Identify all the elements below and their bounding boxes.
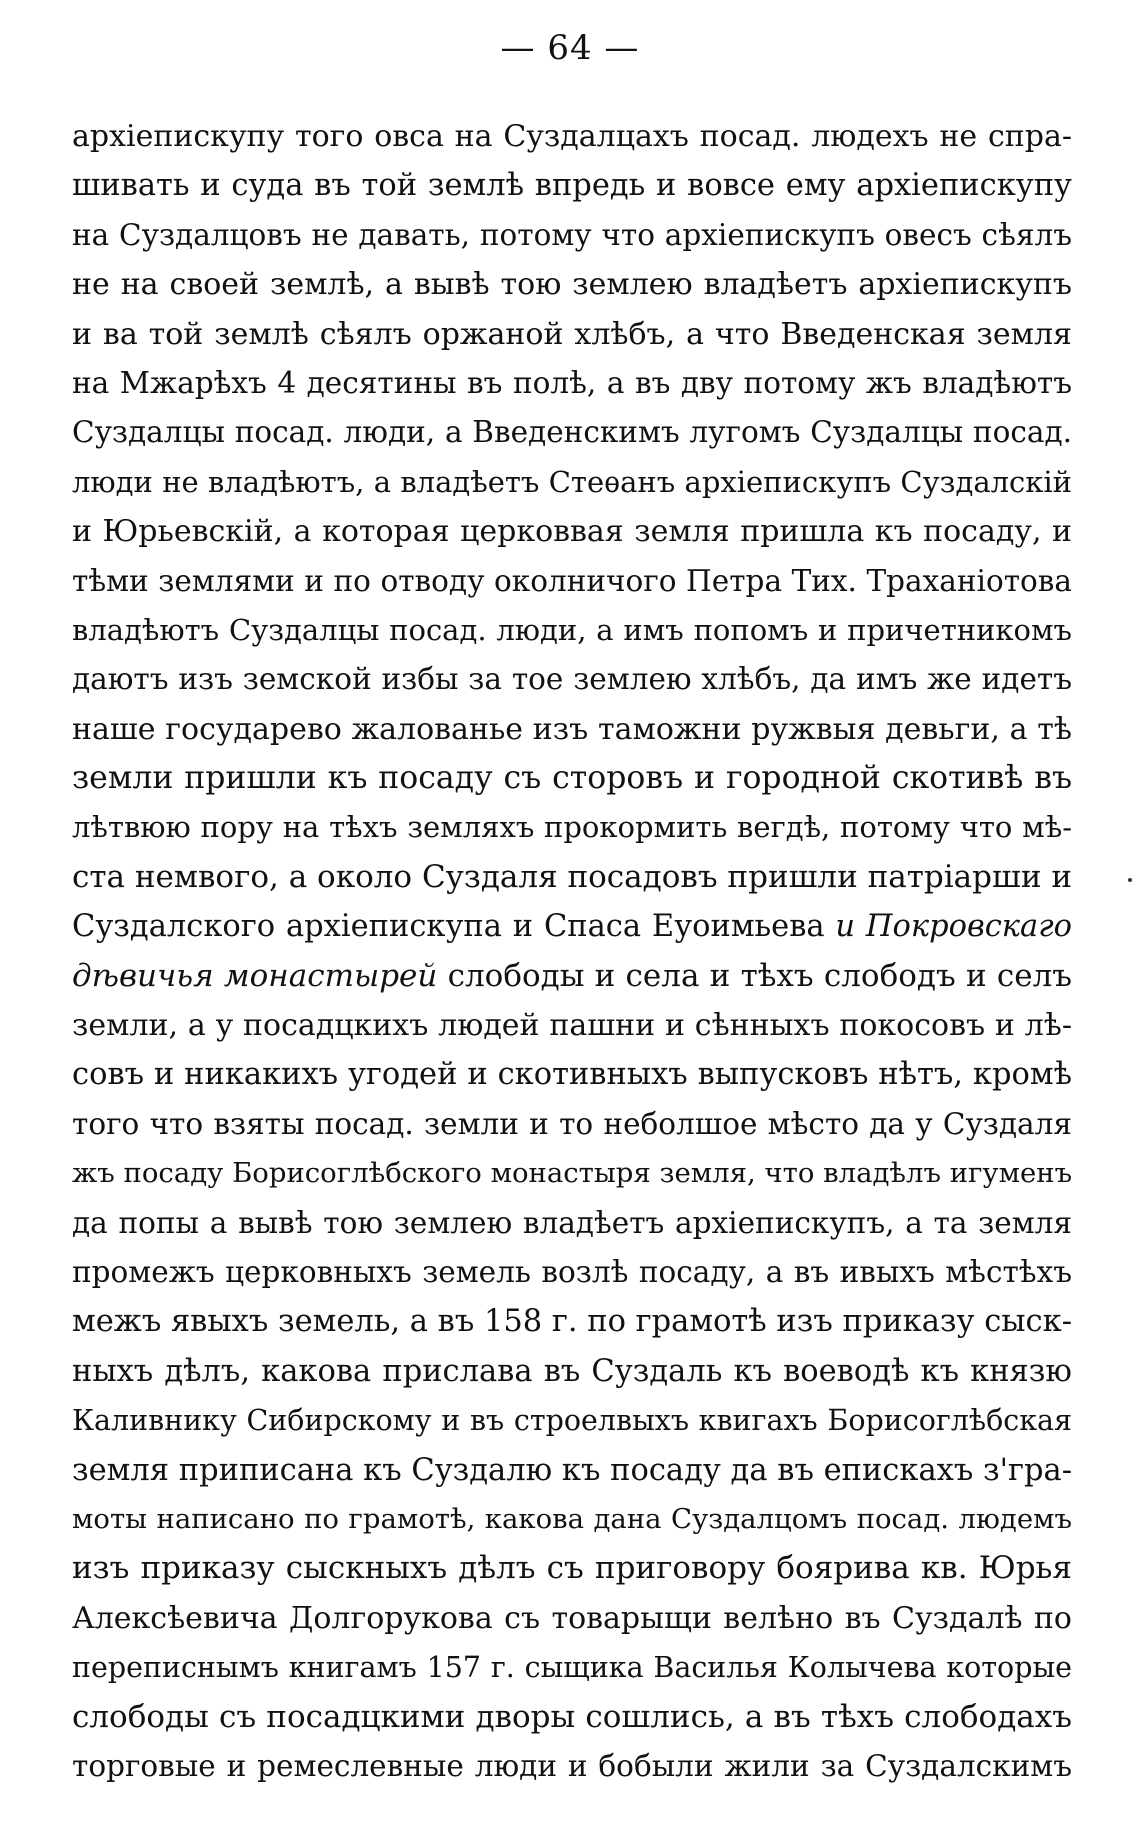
text-line: владѣютъ Суздалцы посад. люди, а имъ попомъ и причетникомъ: [72, 612, 1072, 647]
text-line: на Суздалцовъ не давать, потому что архіепискупъ овесъ сѣялъ: [72, 217, 1072, 252]
text-line: совъ и никакихъ угодей и скотивныхъ выпусковъ нѣтъ, кромѣ: [72, 1057, 1072, 1093]
text-line: люди не владѣютъ, а владѣетъ Стеѳанъ архіепискупъ Суздалскій: [72, 464, 1072, 499]
text-line: архіепискупу того овса на Суздалцахъ посад. людехъ не спра-: [72, 119, 1072, 154]
text-line: того что взяты посад. земли и то неболшое мѣсто да у Суздаля: [72, 1106, 1072, 1141]
text-segment: Суздалского архіепискупа и Спаса Еуоимьева: [72, 909, 836, 945]
text-line: лѣтвюю пору на тѣхъ земляхъ прокормить вегдѣ, потому что мѣ-: [72, 810, 1072, 845]
text-line: даютъ изъ земской избы за тое землею хлѣбъ, да имъ же идетъ: [72, 662, 1072, 697]
italic-text-segment: и Покровскаго: [835, 909, 1072, 945]
text-line: Каливнику Сибирскому и въ строелвыхъ квигахъ Борисоглѣбская: [72, 1404, 1072, 1438]
text-line: наше государево жалованье изъ таможни ружвыя девьги, а тѣ: [72, 711, 1072, 747]
text-line: ныхъ дѣлъ, какова прислава въ Суздаль къ воеводѣ къ князю: [72, 1353, 1072, 1389]
text-line: земля приписана къ Суздалю къ посаду да въ епискахъ з'гра-: [72, 1452, 1072, 1488]
page-number: — 64 —: [500, 28, 640, 68]
text-line-mixed: [72, 902, 1072, 951]
text-line: ста немвого, а около Суздаля посадовъ пришли патріарши и: [72, 858, 1073, 895]
text-line: тѣми землями и по отводу околничого Петра Тих. Траханіотова: [72, 563, 1072, 598]
italic-text-segment: дѣвичья монастырей: [72, 957, 438, 994]
text-line: шивать и суда въ той землѣ впредь и вовсе ему архіепискупу: [72, 168, 1072, 204]
text-line: земли пришли къ посаду съ сторовъ и городной скотивѣ въ: [72, 760, 1072, 797]
text-line: и Юрьевскій, а которая церковвая земля пришла къ посаду, и: [72, 514, 1072, 550]
text-line: жъ посаду Борисоглѣбского монастыря земля, что владѣлъ игуменъ: [72, 1157, 1073, 1190]
text-line: Алексѣевича Долгорукова съ товарыщи велѣно въ Суздалѣ по: [72, 1600, 1072, 1636]
text-line: на Мжарѣхъ 4 десятины въ полѣ, а въ дву потому жъ владѣютъ: [72, 365, 1072, 400]
body-text: [72, 112, 1072, 1791]
text-line: да попы а вывѣ тою землею владѣетъ архіепискупъ, а та земля: [72, 1205, 1072, 1240]
text-line: не на своей землѣ, а вывѣ тою землею владѣетъ архіепискупъ: [72, 267, 1072, 303]
text-line: слободы съ посадцкими дворы сошлись, а въ тѣхъ слободахъ: [72, 1698, 1072, 1735]
text-line: изъ приказу сыскныхъ дѣлъ съ приговору боярива кв. Юрья: [72, 1550, 1072, 1587]
text-segment: слободы и села и тѣхъ слободъ и селъ: [437, 957, 1072, 994]
text-line: и ва той землѣ сѣялъ оржаной хлѣбъ, а что Введенская земля: [72, 316, 1072, 352]
text-line: Суздалцы посад. люди, а Введенскимъ лугомъ Суздалцы посад.: [72, 415, 1072, 450]
text-line: промежъ церковныхъ земель возлѣ посаду, а въ ивыхъ мѣстѣхъ: [72, 1254, 1072, 1289]
text-line: торговые и ремеслевные люди и бобыли жили за Суздалскимъ: [72, 1748, 1072, 1783]
text-line-mixed: [72, 952, 1072, 1001]
ink-speck: [1128, 878, 1132, 882]
text-line: земли, а у посадцкихъ людей пашни и сѣнныхъ покосовъ и лѣ-: [72, 1008, 1072, 1044]
text-line: моты написано по грамотѣ, какова дана Суздалцомъ посад. людемъ: [72, 1502, 1072, 1535]
text-line: межъ явыхъ земель, а въ 158 г. по грамотѣ изъ приказу сыск-: [72, 1304, 1072, 1340]
text-line: переписнымъ книгамъ 157 г. сыщика Василья Колычева которые: [72, 1651, 1072, 1685]
